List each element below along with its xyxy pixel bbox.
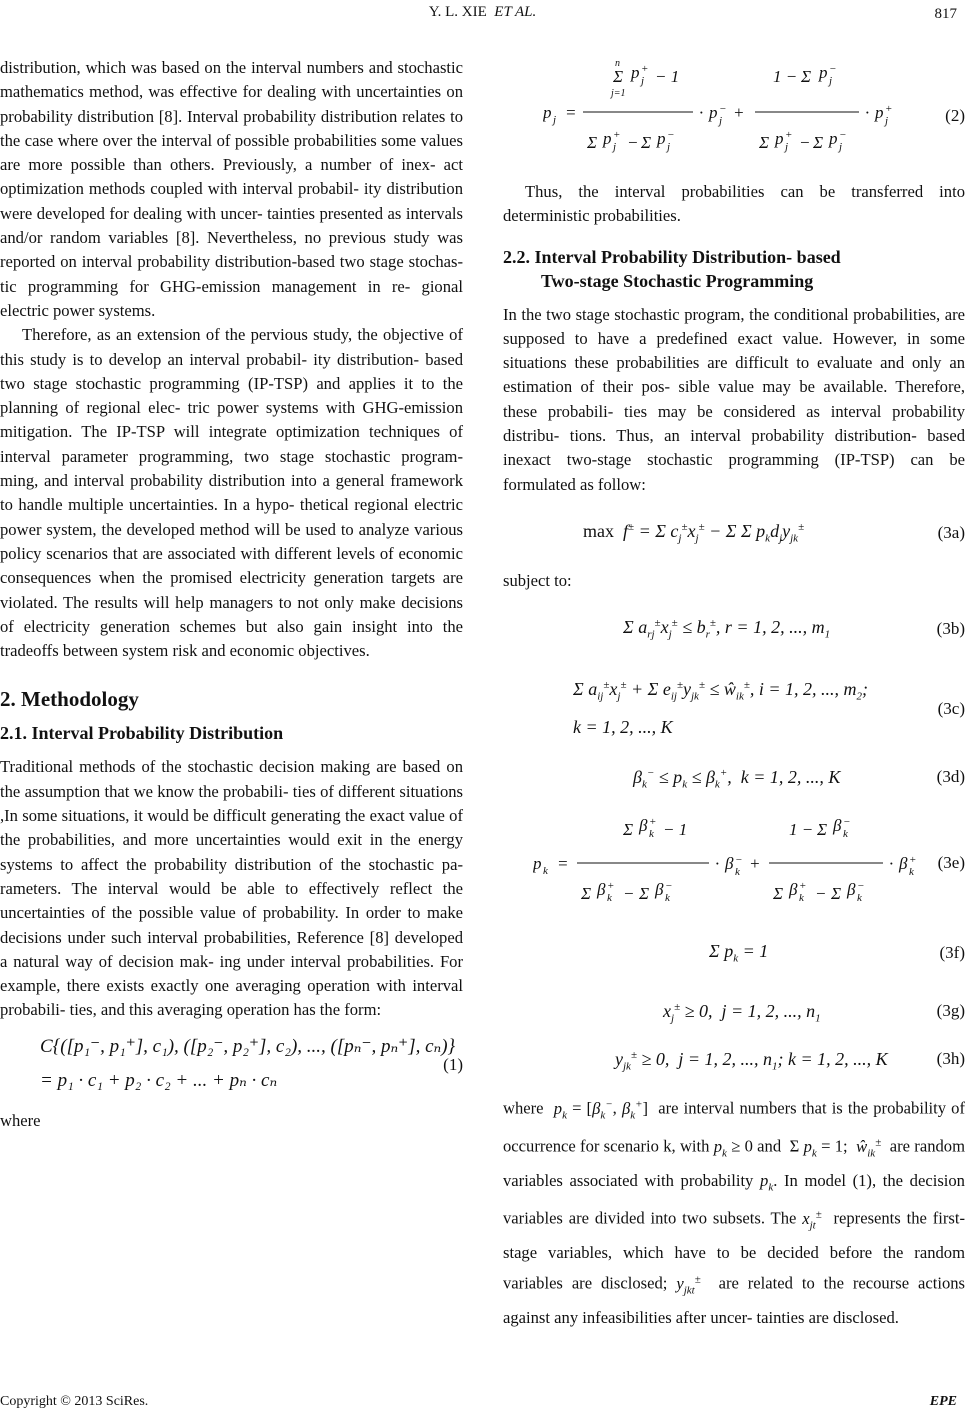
subsection-heading-2-1: 2.1. Interval Probability Distribution [0, 723, 284, 744]
running-head-author: Y. L. XIE [428, 4, 487, 20]
svg-text:Σ: Σ [581, 884, 592, 904]
svg-text:β: β [655, 880, 664, 900]
svg-text:−: − [627, 133, 639, 152]
equation-2 [503, 56, 965, 166]
subsection-heading-2-2-line-2: Two-stage Stochastic Programming [541, 270, 814, 291]
svg-text:=: = [565, 103, 577, 122]
equation-3c-number: (3c) [937, 699, 965, 719]
svg-text:−: − [623, 884, 635, 904]
equation-3g [503, 997, 965, 1033]
svg-text:p: p [533, 854, 542, 874]
svg-text:Σ: Σ [817, 820, 828, 840]
left-column [0, 56, 463, 1133]
svg-text:−: − [665, 880, 673, 893]
equation-3e [503, 811, 965, 915]
equation-3g-formula: $x_j^\pm \ge 0$, j = 1, 2, ..., $n_1$ [663, 1001, 821, 1025]
equation-1-line-1: C{([p₁⁻, p₁⁺], c₁), ([p₂⁻, p₂⁺], c₂), ..., ([pₙ⁻, pₙ⁺], cₙ)} [40, 1035, 456, 1057]
svg-text:k: k [649, 828, 654, 841]
svg-text:−: − [799, 133, 811, 152]
svg-text:−: − [829, 63, 837, 75]
page-header [0, 4, 965, 28]
svg-text:Σ: Σ [613, 67, 624, 86]
svg-text:p: p [829, 129, 838, 148]
svg-text:+: + [607, 880, 615, 893]
svg-text:−: − [843, 816, 851, 829]
where-text-5: are related to the recourse actions against any infeasibilities after uncer- tainties are disclosed. [503, 1273, 965, 1327]
equation-3b-formula: Σ $a_{rj}^\pm x_j^\pm \le b_r^\pm$, r = 1, 2, ..., $m_1$ [623, 617, 831, 641]
svg-text:p: p [543, 103, 552, 122]
svg-text:β: β [899, 854, 908, 874]
svg-text:k: k [543, 865, 548, 878]
svg-text:Σ: Σ [813, 133, 824, 152]
svg-text:− 1: − 1 [655, 67, 680, 86]
page-number: 817 [934, 6, 957, 22]
running-head-etal: ET AL. [494, 4, 537, 20]
paragraph-ip-tsp: In the two stage stochastic program, the conditional probabilities, are supposed to have a predefined exact value. However, in some situations these probabilities are difficult to evaluate and only an estimation of their pos- sible value may be available. Therefore, these probabili- ties may be considered as interval probability distribu- tions. Thus, an interval probability distribution- based inexact two-stage stochastic programming (IP-TSP) can be formulated as follow: [503, 304, 965, 494]
where-label: where [0, 1110, 41, 1130]
svg-text:j=1: j=1 [611, 88, 626, 99]
svg-text:k: k [857, 892, 862, 905]
svg-text:β: β [847, 880, 856, 900]
svg-text:−: − [815, 884, 827, 904]
svg-text:k: k [607, 892, 612, 905]
equation-3c-formula-line-2: k = 1, 2, ..., K [573, 717, 673, 738]
where-text-4: represents the first-stage variables, which have to be decided before the random variables are disclosed; [503, 1208, 965, 1293]
svg-text:Σ: Σ [831, 884, 842, 904]
svg-text:p: p [819, 63, 828, 82]
where-and: and [757, 1136, 782, 1156]
equation-3b-number: (3b) [936, 619, 965, 639]
section-heading-methodology: 2. Methodology [0, 687, 139, 712]
paragraph-interval-probability: Traditional methods of the stochastic decision making are based on the assumption that we know the probabili- ties of different situations ,In some situations, it would be difficult generating the exact value of the probabilities, and more uncertainties would exit in the energy systems to affect the probability distribution of the stochastic pa- rameters. The interval would be able to effectively reflect the uncertainties of the possible value of probability. In order to make decisions under such interval probabilities, Reference [8] developed a natural way of decision mak- ing under interval probabilities. For example, there exists exactly one averaging operation with interval probabili- ties, and this averaging operation has the form: [0, 757, 463, 1020]
equation-1-number: (1) [443, 1054, 463, 1074]
svg-text:k: k [843, 828, 848, 841]
paragraph-intro-continued: distribution, which was based on the interval numbers and stochastic mathematics method, was effective for dealing with uncertainties on probability distribution [8]. Interval probability distribution relates to the case where over the interval of possible probabilities some values are more possible than others. Previously, a number of inex- act optimization methods coupled with interval probabil- ity distribution were developed for dealing with uncer- tainties presented as intervals and/or random variables [8]. Nevertheless, no previous study was reported on interval probability distribution-based two stage stochas- tic programming for GHG-emission management in re- gional electric power systems. [0, 58, 463, 320]
svg-text:+: + [733, 103, 745, 122]
svg-text:p: p [875, 103, 884, 122]
equation-3h-number: (3h) [936, 1049, 965, 1069]
svg-text:+: + [649, 816, 657, 829]
svg-text:p: p [603, 129, 612, 148]
svg-text:+: + [613, 129, 621, 141]
svg-text:+: + [785, 129, 793, 141]
svg-text:k: k [909, 866, 914, 879]
svg-text:Σ: Σ [801, 67, 812, 86]
svg-text:j: j [667, 141, 671, 153]
svg-text:+: + [641, 63, 649, 75]
equation-3b [503, 607, 965, 657]
equation-2-number: (2) [945, 106, 965, 125]
equation-3f-formula: Σ $p_k = 1$ [709, 941, 769, 965]
where-text-2: are random variables associated with probability [503, 1136, 965, 1190]
svg-text:j: j [613, 141, 617, 153]
svg-text:+: + [799, 880, 807, 893]
equation-3a-number: (3a) [937, 522, 965, 542]
where-text-3: . In model (1), the decision variables are divided into two subsets. The [503, 1170, 965, 1228]
equation-3g-number: (3g) [936, 1001, 965, 1021]
svg-text:j: j [885, 115, 889, 127]
subject-to-label: subject to: [503, 570, 572, 590]
equation-3d-formula: $\beta_k^- \le p_k \le \beta_k^+$, k = 1, 2, ..., K [633, 767, 841, 791]
svg-text:Σ: Σ [759, 133, 770, 152]
paragraph-where-definitions: where $p_k = [\beta_k^-$, $\beta_k^+$] are interval numbers that is the probability of occurrence for scenario k, with $p_k \ge 0$ and Σ $p_k = 1$; $ŵ_{ik}^\pm$ are random variables associated with probability $p_k$. In model (1), the decision variables are divided into two subsets. The $x_{jt}^\pm$ represents the first-stage variables, which have to be decided before the random variables are disclosed; $y_{jkt}^\pm$ are related to the recourse actions against any infeasibilities after uncer- tainties are disclosed. [503, 1098, 965, 1327]
svg-text:β: β [597, 880, 606, 900]
svg-text:·: · [889, 854, 894, 874]
svg-text:β: β [833, 816, 842, 836]
equation-3a-formula: max f± = Σ $c_j^\pm x_j^\pm - \Sigma$ Σ $p_kd_jy_{jk}^\pm$ [583, 520, 805, 545]
equation-3e-number: (3e) [937, 853, 965, 873]
equation-3f [503, 929, 965, 983]
svg-text:j: j [839, 141, 843, 153]
equation-3d-number: (3d) [936, 767, 965, 787]
where-intro: where [503, 1098, 544, 1118]
journal-abbreviation: EPE [929, 1394, 957, 1409]
svg-text:j: j [553, 114, 557, 126]
equation-3h [503, 1045, 965, 1081]
paragraph-objective: Therefore, as an extension of the pervious study, the objective of this study is to develop an interval probabil- ity distribution- based two stage stochastic programming (IP-TSP) and applies it to the planning of regional elec- tric power systems with GHG-emission mitigation. The IP-TSP will integrate optimization techniques of interval parameter programming, two stage stochastic program- ming, and interval probability distribution into a general framework to handle multiple uncertainties. In a hypo- thetical regional electric power system, the developed method will be used to analyze various policy scenarios that are associated with different levels of economic consequences when the promised electricity generation targets are violated. The results will help managers to not only make decisions of electricity generation schemes but also gain insight into the tradeoffs between system risk and economic objectives. [0, 325, 463, 661]
equation-3c [503, 673, 965, 749]
svg-text:1 −: 1 − [773, 67, 798, 86]
svg-text:+: + [749, 854, 761, 874]
svg-text:k: k [799, 892, 804, 905]
right-column [503, 56, 965, 1331]
svg-text:j: j [829, 75, 833, 87]
svg-text:n: n [615, 58, 620, 69]
svg-text:Σ: Σ [639, 884, 650, 904]
svg-text:−: − [735, 854, 743, 867]
svg-text:− 1: − 1 [663, 820, 688, 840]
equation-1-line-2: = p₁ · c₁ + p₂ · c₂ + ... + pₙ · cₙ [40, 1069, 278, 1091]
svg-text:j: j [785, 141, 789, 153]
svg-text:p: p [631, 63, 640, 82]
equation-3a [503, 507, 965, 563]
svg-text:·: · [865, 103, 870, 122]
equation-1 [0, 1029, 463, 1109]
svg-text:−: − [719, 103, 727, 115]
svg-text:j: j [641, 75, 645, 87]
where-text-1: are interval numbers that is the probability of occurrence for scenario k, with [503, 1098, 965, 1156]
svg-text:p: p [709, 103, 718, 122]
svg-text:·: · [715, 854, 720, 874]
svg-text:k: k [665, 892, 670, 905]
equation-3h-formula: $y_{jk}^\pm \ge 0$, j = 1, 2, ..., $n_1$; k = 1, 2, ..., K [615, 1049, 888, 1073]
svg-text:Σ: Σ [623, 820, 634, 840]
svg-text:p: p [775, 129, 784, 148]
running-head [0, 4, 965, 21]
svg-text:=: = [557, 854, 569, 874]
svg-text:−: − [667, 129, 675, 141]
svg-text:−: − [839, 129, 847, 141]
svg-text:1 −: 1 − [789, 820, 814, 840]
equation-2-formula [543, 56, 963, 166]
equation-3d [503, 763, 965, 799]
equation-3f-number: (3f) [939, 943, 965, 963]
subsection-heading-2-2-line-1: 2.2. Interval Probability Distribution- based [503, 246, 841, 267]
svg-text:k: k [735, 866, 740, 879]
svg-text:β: β [725, 854, 734, 874]
svg-text:Σ: Σ [773, 884, 784, 904]
svg-text:j: j [719, 115, 723, 127]
copyright-notice: Copyright © 2013 SciRes. [0, 1394, 149, 1409]
equation-3e-formula [533, 811, 933, 915]
svg-text:β: β [639, 816, 648, 836]
svg-text:+: + [909, 854, 917, 867]
paragraph-thus: Thus, the interval probabilities can be transferred into deterministic probabilities. [503, 182, 965, 226]
svg-text:p: p [657, 129, 666, 148]
equation-3c-formula-line-1: Σ $a_{ij}^\pm x_j^\pm + \Sigma$ $e_{ij}^\pm y_{jk}^\pm$ ≤ $ŵ_{ik}^\pm$, i = 1, 2, ..., $m_2$; [573, 679, 869, 703]
svg-text:·: · [699, 103, 704, 122]
svg-text:β: β [789, 880, 798, 900]
svg-text:Σ: Σ [641, 133, 652, 152]
subsection-heading-2-2 [503, 245, 965, 293]
svg-text:+: + [885, 103, 893, 115]
svg-text:−: − [857, 880, 865, 893]
svg-text:Σ: Σ [587, 133, 598, 152]
